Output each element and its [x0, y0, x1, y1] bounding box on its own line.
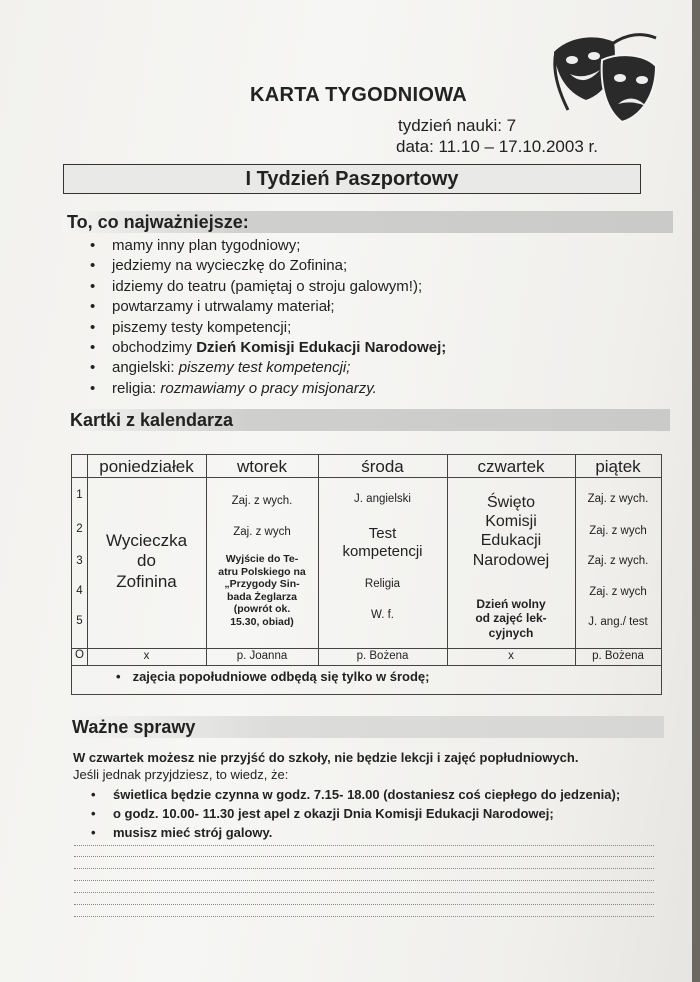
- most-important-item-text: rozmawiamy o pracy misjonarzy.: [160, 379, 377, 397]
- calendar-table: [71, 454, 662, 695]
- thursday-holiday: Święto Komisji Edukacji Narodowej: [472, 494, 550, 569]
- day-header-tuesday: wtorek: [236, 457, 288, 476]
- afternoon-thursday: x: [508, 650, 514, 662]
- lesson-number: 2: [76, 523, 83, 535]
- most-important-item: [86, 256, 446, 276]
- section-heading-text: Kartki z kalendarza: [70, 410, 234, 430]
- lesson-number: 4: [76, 585, 83, 597]
- day-header-monday: poniedziałek: [99, 457, 194, 476]
- most-important-item-text: Dzień Komisji Edukacji Narodowej;: [196, 338, 447, 356]
- writing-line: [74, 904, 654, 905]
- important-item: [88, 804, 620, 823]
- important-item-text: musisz mieć strój galowy.: [113, 825, 273, 840]
- writing-line: [74, 845, 654, 846]
- friday-lesson: Zaj. z wych.: [587, 493, 649, 505]
- important-list: [88, 785, 620, 842]
- tuesday-theatre-trip: Wyjście do Te- atru Polskiego na „Przygody Sin- bada Żeglarza (powrót ok. 15.30, obiad): [218, 553, 306, 628]
- afternoon-note: • zajęcia popołudniowe odbędą się tylko w środę;: [116, 669, 430, 684]
- most-important-item: [86, 277, 446, 297]
- section-heading-most-important: [63, 211, 673, 233]
- friday-lesson: J. ang./ test: [588, 616, 648, 628]
- most-important-item: [86, 236, 446, 256]
- most-important-item: [86, 318, 446, 338]
- lesson-number: 1: [76, 489, 83, 501]
- date-range: data: 11.10 – 17.10.2003 r.: [396, 137, 598, 156]
- afternoon-note-text: zajęcia popołudniowe odbędą się tylko w środę;: [132, 669, 430, 684]
- wednesday-test: Test kompetencji: [342, 525, 423, 560]
- section-heading-text: Ważne sprawy: [72, 717, 196, 737]
- writing-line: [74, 892, 654, 893]
- most-important-item-text: angielski:: [112, 359, 179, 377]
- writing-line: [74, 856, 654, 857]
- writing-line: [74, 868, 654, 869]
- main-title-text: I Tydzień Paszportowy: [245, 167, 459, 190]
- most-important-item-text: jedziemy na wycieczkę do Zofinina;: [112, 257, 348, 275]
- most-important-item-text: powtarzamy i utrwalamy materiał;: [112, 298, 335, 316]
- writing-line: [74, 916, 654, 917]
- monday-trip: Wycieczka do Zofinina: [105, 531, 188, 591]
- important-item: [88, 785, 620, 804]
- week-number: tydzień nauki: 7: [398, 116, 517, 135]
- important-item: [88, 823, 620, 842]
- thursday-day-off: Dzień wolny od zajęć lek- cyjnych: [475, 597, 547, 640]
- most-important-item-text: idziemy do teatru (pamiętaj o stroju galowym!);: [112, 277, 423, 295]
- most-important-item-text: religia:: [112, 379, 161, 397]
- important-item-text: świetlica będzie czynna w godz. 7.15- 18.00: [113, 787, 384, 802]
- important-item-text: (dostaniesz coś ciepłego do jedzenia);: [383, 787, 621, 802]
- friday-lesson: Zaj. z wych.: [587, 555, 649, 567]
- afternoon-friday: p. Bożena: [592, 650, 644, 662]
- section-heading-important: [68, 716, 664, 738]
- section-heading-text: To, co najważniejsze:: [67, 212, 249, 232]
- theatre-masks-icon: [552, 30, 662, 128]
- wednesday-lesson: J. angielski: [354, 493, 411, 505]
- day-header-wednesday: środa: [361, 457, 404, 476]
- most-important-list: [86, 236, 446, 399]
- lesson-number: 5: [76, 615, 83, 627]
- writing-line: [74, 880, 654, 881]
- most-important-item-text: obchodzimy: [112, 338, 197, 356]
- wednesday-lesson: Religia: [364, 578, 401, 590]
- main-title: [63, 164, 641, 194]
- friday-lesson: Zaj. z wych: [589, 525, 647, 537]
- tuesday-lesson: Zaj. z wych: [233, 526, 291, 538]
- lesson-number: O: [75, 649, 84, 661]
- notice-line-1: W czwartek możesz nie przyjść do szkoły, nie będzie lekcji i zajęć popłudniowych.: [73, 750, 579, 765]
- important-item-text: o godz. 10.00- 11.30 jest apel z okazji Dnia Komisji Edukacji Narodowej;: [113, 806, 554, 821]
- afternoon-tuesday: p. Joanna: [236, 650, 288, 662]
- most-important-item: [86, 297, 446, 317]
- most-important-item-text: mamy inny plan tygodniowy;: [112, 237, 301, 254]
- most-important-item: [86, 358, 446, 378]
- section-heading-calendar: [66, 409, 670, 431]
- day-header-thursday: czwartek: [477, 457, 545, 476]
- most-important-item: [86, 338, 446, 358]
- tuesday-lesson: Zaj. z wych.: [231, 495, 293, 507]
- page-title: KARTA TYGODNIOWA: [250, 84, 468, 106]
- most-important-item: [86, 379, 446, 399]
- lesson-number: 3: [76, 555, 83, 567]
- wednesday-lesson: W. f.: [371, 609, 394, 621]
- most-important-item-text: piszemy testy kompetencji;: [112, 318, 292, 336]
- most-important-item-text: piszemy test kompetencji;: [178, 359, 351, 377]
- afternoon-monday: x: [143, 650, 150, 662]
- friday-lesson: Zaj. z wych: [589, 586, 647, 598]
- day-header-friday: piątek: [595, 457, 641, 476]
- afternoon-wednesday: p. Bożena: [356, 650, 409, 662]
- important-notice: [73, 750, 578, 782]
- notice-line-2: Jeśli jednak przyjdziesz, to wiedz, że:: [73, 767, 289, 782]
